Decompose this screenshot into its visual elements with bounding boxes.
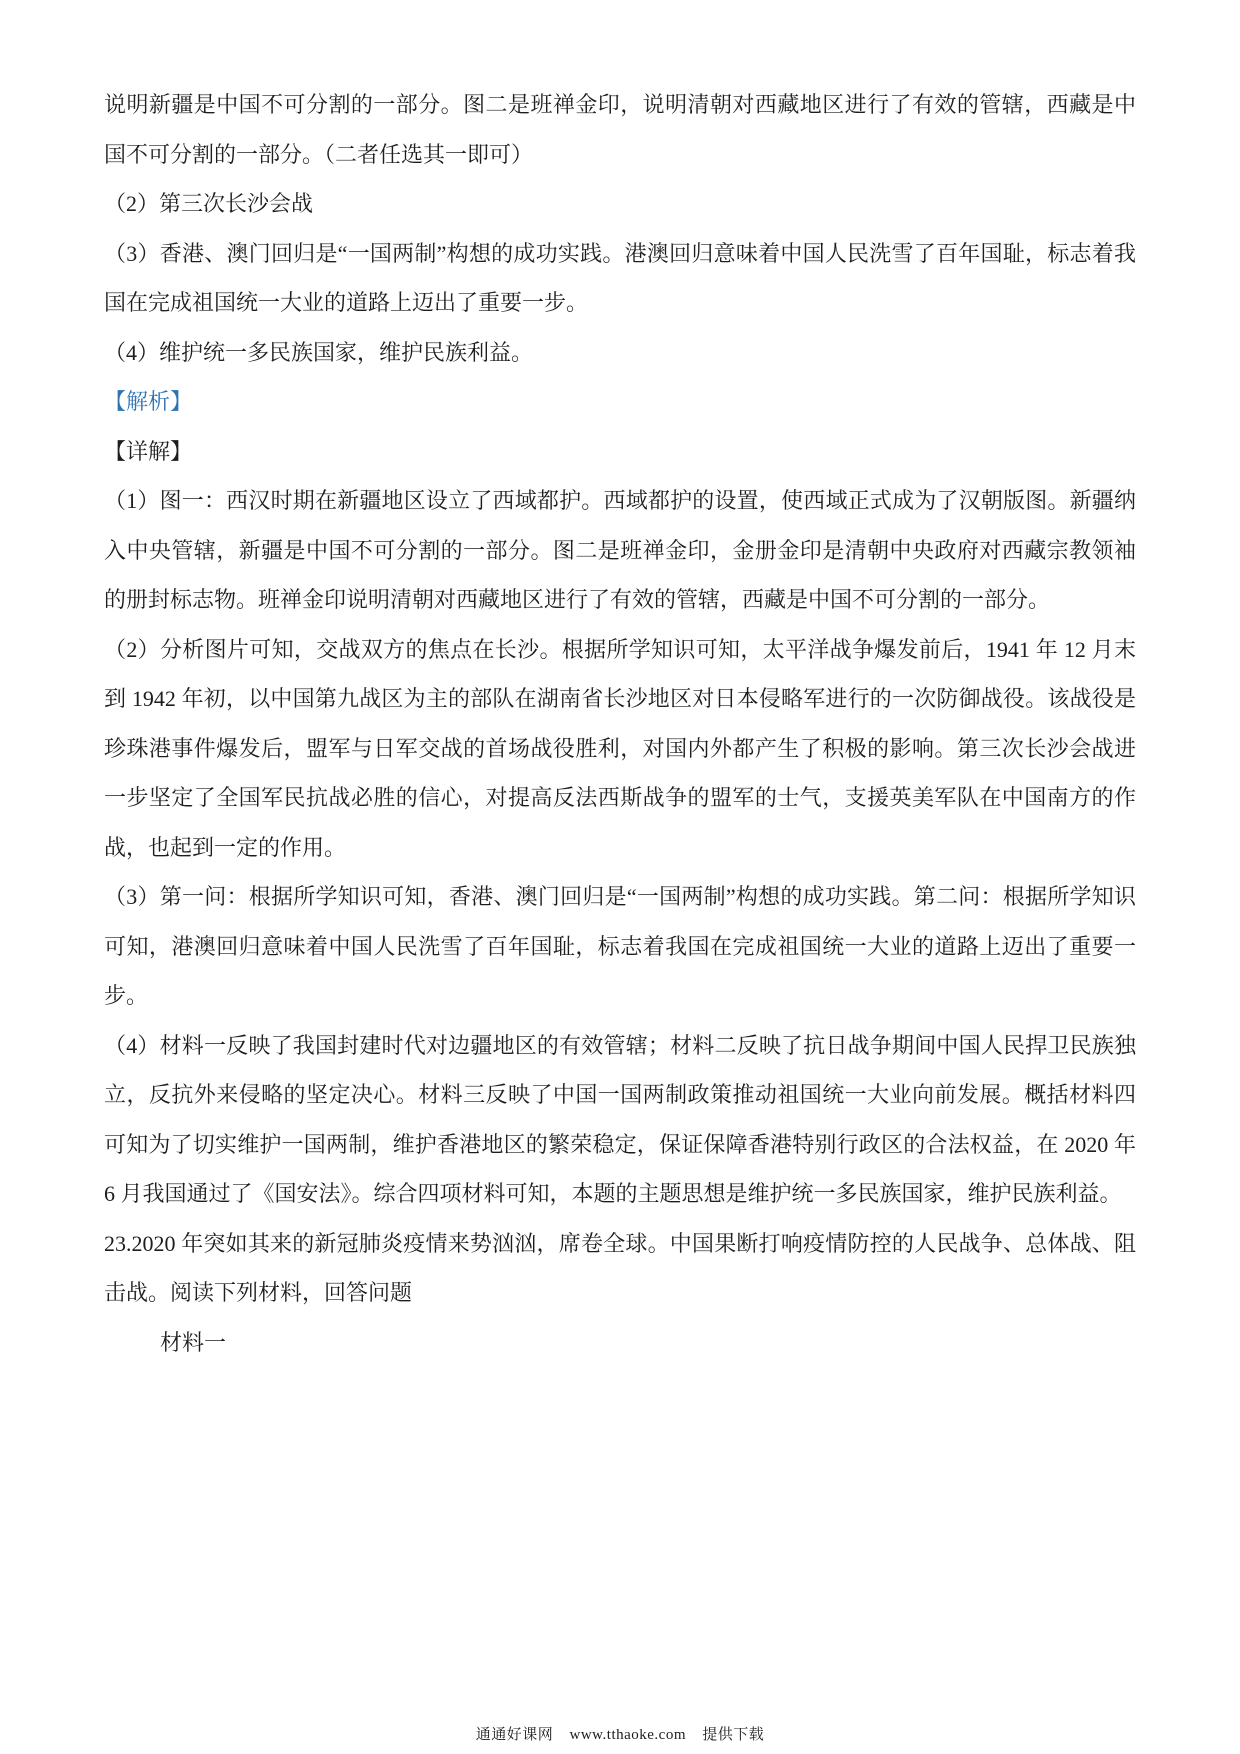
paragraph-answer-3: （3）香港、澳门回归是“一国两制”构想的成功实践。港澳回归意味着中国人民洗雪了百年国耻，标志着我国在完成祖国统一大业的道路上迈出了重要一步。 <box>104 240 1136 315</box>
paragraph-answer-4: （4）维护统一多民族国家，维护民族利益。 <box>104 339 534 365</box>
footer-site-name: 通通好课网 <box>475 1727 554 1743</box>
analysis-label: 【解析】 <box>104 389 193 414</box>
paragraph-detail-2: （2）分析图片可知，交战双方的焦点在长沙。根据所学知识可知，太平洋战争爆发前后，1941 年 12 月末到 1942 年初，以中国第九战区为主的部队在湖南省长沙地区对日本侵略军进行的一次防御战役。该战役是珍珠港事件爆发后，盟军与日军交战的首场战役胜利，对国内外都产生了积极的影响。第三次长沙会战进一步坚定了全国军民抗战必胜的信心，对提高反法西斯战争的盟军的士气，支援英美军队在中国南方的作战，也起到一定的作用。 <box>104 636 1136 860</box>
paragraph-answer-2: （2）第三次长沙会战 <box>104 191 314 216</box>
material-1-heading: 材料一 <box>160 1329 227 1355</box>
footer-url: www.tthaoke.com <box>569 1727 686 1743</box>
footer-suffix: 提供下载 <box>702 1727 765 1743</box>
document-body <box>104 80 1136 1367</box>
detail-label: 【详解】 <box>104 438 193 464</box>
paragraph-detail-1: （1）图一：西汉时期在新疆地区设立了西域都护。西域都护的设置，使西域正式成为了汉朝版图。新疆纳入中央管辖，新疆是中国不可分割的一部分。图二是班禅金印，金册金印是清朝中央政府对西藏宗教领袖的册封标志物。班禅金印说明清朝对西藏地区进行了有效的管辖，西藏是中国不可分割的一部分。 <box>104 488 1136 612</box>
paragraph-answer-1-continuation: 说明新疆是中国不可分割的一部分。图二是班禅金印，说明清朝对西藏地区进行了有效的管辖，西藏是中国不可分割的一部分。（二者任选其一即可） <box>104 92 1136 167</box>
paragraph-detail-4: （4）材料一反映了我国封建时代对边疆地区的有效管辖；材料二反映了抗日战争期间中国人民捍卫民族独立，反抗外来侵略的坚定决心。材料三反映了中国一国两制政策推动祖国统一大业向前发展。概括材料四可知为了切实维护一国两制，维护香港地区的繁荣稳定，保证保障香港特别行政区的合法权益，在 2020 年 6 月我国通过了《国安法》。综合四项材料可知，本题的主题思想是维护统一多民族国家，维护民族利益。 <box>104 1032 1136 1206</box>
paragraph-detail-3: （3）第一问：根据所学知识可知，香港、澳门回归是“一国两制”构想的成功实践。第二问：根据所学知识可知，港澳回归意味着中国人民洗雪了百年国耻，标志着我国在完成祖国统一大业的道路上迈出了重要一步。 <box>104 884 1136 1008</box>
paragraph-question-23: 23.2020 年突如其来的新冠肺炎疫情来势汹汹，席卷全球。中国果断打响疫情防控的人民战争、总体战、阻击战。阅读下列材料，回答问题 <box>104 1230 1136 1305</box>
page-footer <box>0 1723 1240 1744</box>
